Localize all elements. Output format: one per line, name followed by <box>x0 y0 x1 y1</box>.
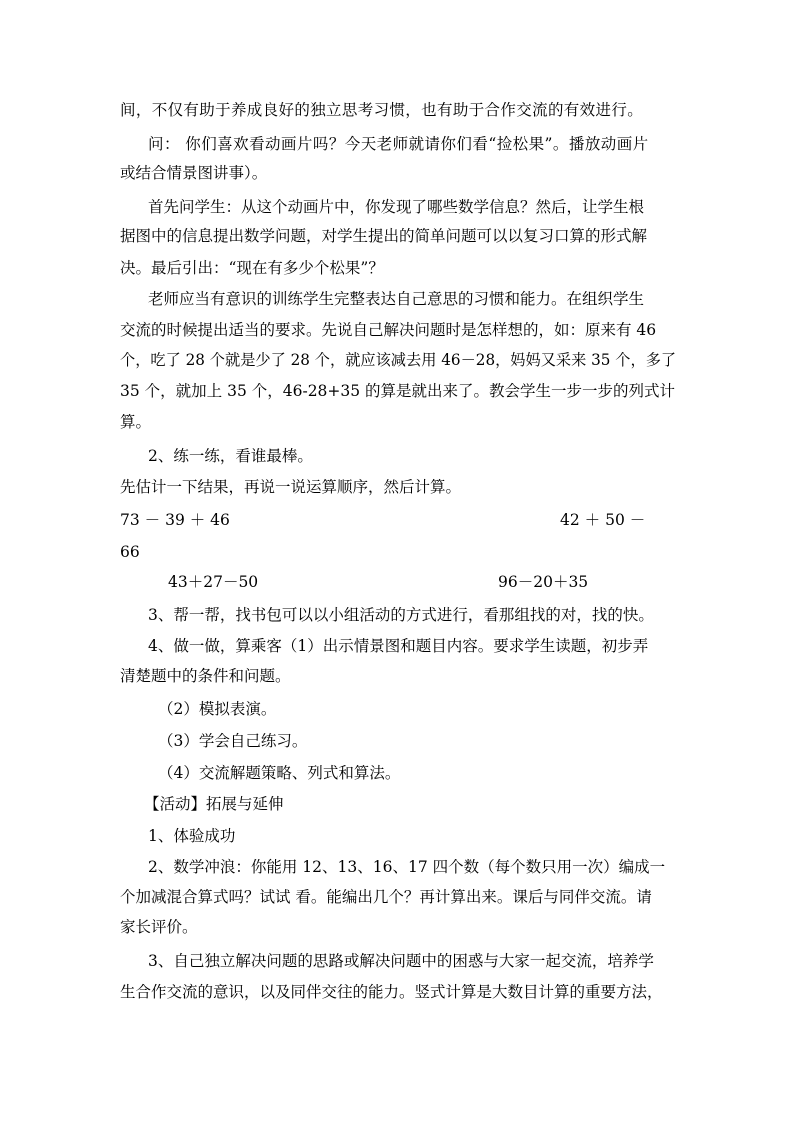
paragraph-line: 据图中的信息提出数学问题，对学生提出的简单问题可以以复习口算的形式解 <box>120 227 648 245</box>
paragraph-line: 或结合情景图讲事）。 <box>120 164 268 182</box>
list-item: （2）模拟表演。 <box>158 700 277 718</box>
paragraph-line: 3、帮一帮，找书包可以以小组活动的方式进行，看那组找的对，找的快。 <box>148 606 654 624</box>
paragraph-line: 35 个，就加上 35 个，46-28+35 的算是就出来了。教会学生一步一步的列式计 <box>120 382 676 400</box>
paragraph-line: 个，吃了 28 个就是少了 28 个，就应该减去用 46－28，妈妈又采来 35 个，多了 <box>120 351 677 369</box>
paragraph-line: 问： 你们喜欢看动画片吗？今天老师就请你们看“捡松果”。播放动画片 <box>148 135 649 153</box>
paragraph-line: 决。最后引出：“现在有多少个松果”？ <box>120 259 384 277</box>
paragraph-line: 清楚题中的条件和问题。 <box>120 667 291 685</box>
paragraph-line: 生合作交流的意识，以及同伴交往的能力。竖式计算是大数目计算的重要方法， <box>120 983 663 1001</box>
paragraph-line: 3、自己独立解决问题的思路或解决问题中的困惑与大家一起交流，培养学 <box>148 952 654 970</box>
exercise-expression: 43＋27－50 <box>168 573 259 591</box>
paragraph-line: 首先问学生：从这个动画片中，你发现了哪些数学信息？然后，让学生根 <box>148 198 645 216</box>
paragraph-line: 个加减混合算式吗？试试 看。能编出几个？再计算出来。课后与同伴交流。请 <box>120 888 652 906</box>
exercise-expression: 96－20＋35 <box>498 573 589 591</box>
section-heading: 【活动】拓展与延伸 <box>144 795 284 813</box>
exercise-expression: 73 － 39 ＋ 46 <box>120 511 230 529</box>
list-item: （3）学会自己练习。 <box>158 732 308 750</box>
paragraph-line: 间，不仅有助于养成良好的独立思考习惯，也有助于合作交流的有效进行。 <box>120 101 644 119</box>
exercise-expression: 42 ＋ 50 － <box>560 511 646 529</box>
paragraph-line: 4、做一做，算乘客（1）出示情景图和题目内容。要求学生读题，初步弄 <box>148 637 649 655</box>
paragraph-line: 算。 <box>120 413 152 431</box>
paragraph-line: 2、数学冲浪：你能用 12、13、16、17 四个数（每个数只用一次）编成一 <box>148 858 666 876</box>
section-heading: 2、练一练，看谁最棒。 <box>148 447 313 465</box>
list-item: 1、体验成功 <box>148 827 236 845</box>
paragraph-line: 老师应当有意识的训练学生完整表达自己意思的习惯和能力。在组织学生 <box>148 290 645 308</box>
exercise-expression: 66 <box>120 543 140 561</box>
paragraph-line: 家长评价。 <box>120 918 198 936</box>
paragraph-line: 交流的时候提出适当的要求。先说自己解决问题时是怎样想的，如：原来有 46 <box>120 321 657 339</box>
paragraph-line: 先估计一下结果，再说一说运算顺序，然后计算。 <box>120 478 462 496</box>
list-item: （4）交流解题策略、列式和算法。 <box>158 764 401 782</box>
